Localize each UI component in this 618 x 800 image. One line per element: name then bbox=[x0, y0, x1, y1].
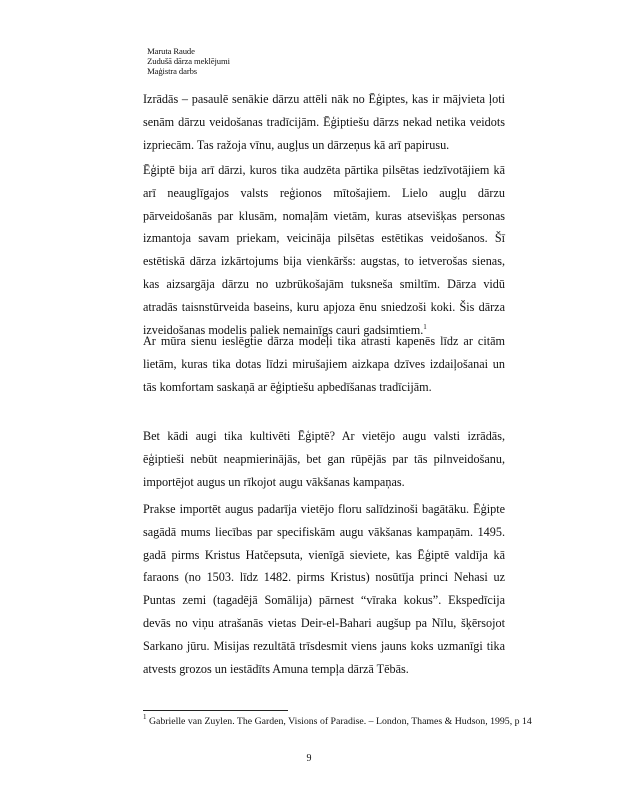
paragraph-text: Ēģiptē bija arī dārzi, kuros tika audzēta pārtika pilsētas iedzīvotājiem kā arī neauglīgajos valsts reģionos mītošajiem. Lielo augļu dārzu pārveidošanās par klusām, nomaļām vietām, kuras atsevišķas personas izmantoja savam priekam, veicināja pilsētas estētikas veidošanos. Šī estētiskā dārza izkārtojums bija vienkāršs: augstas, to ietverošas sienas, kas aizsargāja dārzu no uzbrūkošajām tuksneša smiltīm. Dārza vidū atradās taisnstūrveida baseins, kuru apjoza ēnu sniedzoši koki. Šis dārza izveidošanas modelis paliek nemainīgs cauri gadsimtiem. bbox=[143, 163, 505, 337]
paragraph-text: Bet kādi augi tika kultivēti Ēģiptē? Ar vietējo augu valsti izrādās, ēģiptieši nebūt neapmierinājās, bet gan rūpējās par tās pilnveidošanu, importējot augus un rīkojot augu vākšanas kampaņas. bbox=[143, 429, 505, 489]
running-header bbox=[143, 36, 238, 76]
header-title: Zudušā dārza meklējumi bbox=[147, 56, 230, 66]
paragraph-4 bbox=[143, 425, 505, 493]
footnote-marker: 1 bbox=[143, 713, 147, 721]
header-type: Maģistra darbs bbox=[147, 66, 198, 76]
header-author: Maruta Raude bbox=[147, 46, 195, 56]
page-number: 9 bbox=[306, 753, 312, 764]
footnote-text: Gabrielle van Zuylen. The Garden, Visions of Paradise. – London, Thames & Hudson, 1995, p 14 bbox=[148, 716, 532, 727]
footnote bbox=[143, 713, 532, 727]
paragraph-text: Prakse importēt augus padarīja vietējo floru salīdzinoši bagātāku. Ēģipte sagādā mums liecības par specifiskām augu vākšanas kampaņām. 1495. gadā pirms Kristus Hatčepsuta, vienīgā sieviete, kas Ēģiptē valdīja kā faraons (no 1503. līdz 1482. pirms Kristus) nosūtīja princi Nehasi uz Puntas zemi (tagadējā Somālija) pārnest “vīraka kokus”. Ekspedīcija devās no viņu atrašanās vietas Deir-el-Bahari augšup pa Nīlu, šķērsojot Sarkano jūru. Misijas rezultātā trīsdesmit viens jauns koks uzmanīgi tika atvests grozos un iestādīts Amuna tempļa dārzā Tēbās. bbox=[143, 502, 505, 676]
footnote-reference[interactable]: 1 bbox=[423, 322, 427, 331]
paragraph-1 bbox=[143, 88, 505, 156]
footnote-separator bbox=[143, 710, 288, 711]
paragraph-5 bbox=[143, 498, 505, 680]
paragraph-3 bbox=[143, 330, 505, 398]
paragraph-text: Ar mūra sienu ieslēgtie dārza modeļi tika atrasti kapenēs līdz ar citām lietām, kuras tika dotas līdzi mirušajiem aizkapa dzīves izdaiļošanai un tās komfortam saskaņā ar ēģiptiešu apbedīšanas tradīcijām. bbox=[143, 334, 505, 394]
paragraph-text: Izrādās – pasaulē senākie dārzu attēli nāk no Ēģiptes, kas ir mājvieta ļoti senām dārzu veidošanas tradīcijām. Ēģiptiešu dārzs nekad netika veidots izpriecām. Tas ražoja vīnu, augļus un dārzeņus kā arī papirusu. bbox=[143, 92, 505, 152]
paragraph-2 bbox=[143, 159, 505, 341]
